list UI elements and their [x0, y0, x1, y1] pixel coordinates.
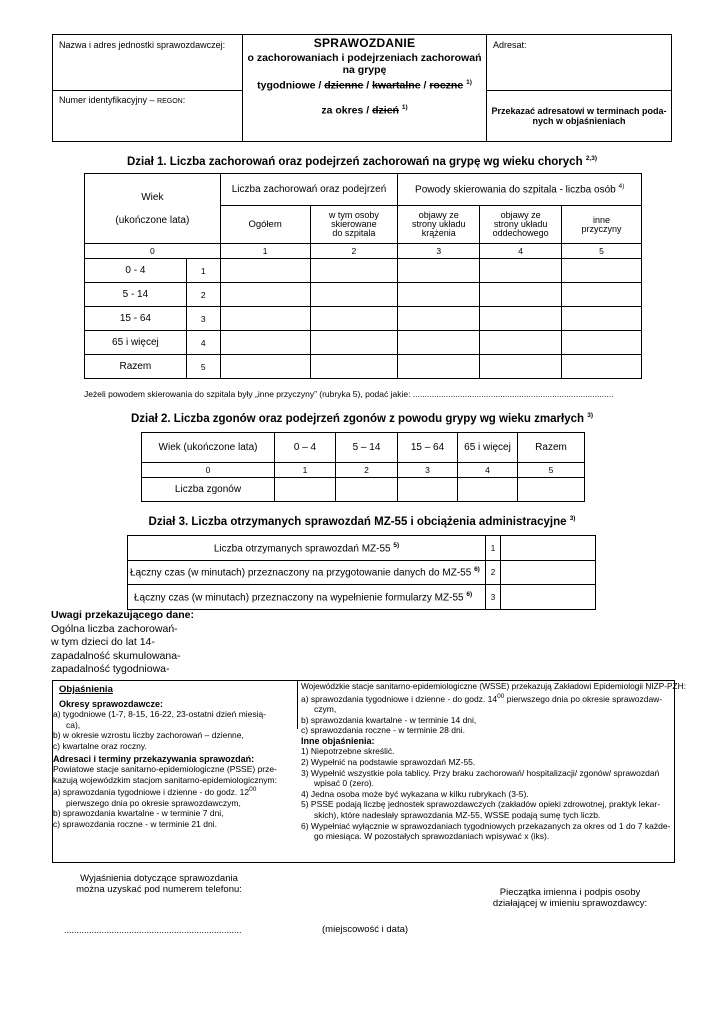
col-respiratory-header: objawy ze strony układu oddechowego	[480, 206, 562, 244]
deaths-header-col4: 65 i więcej	[458, 433, 518, 463]
data-cell[interactable]	[562, 355, 642, 379]
place-date-field[interactable]: .......................................................................	[64, 925, 242, 935]
row-number: 1	[486, 536, 501, 561]
page-title: SPRAWOZDANIE	[313, 36, 416, 50]
periods-title: Okresy sprawozdawcze:	[59, 698, 164, 709]
data-cell[interactable]	[562, 331, 642, 355]
section1-title: Dział 1. Liczba zachorowań oraz podejrzeń zachorowań na grypę wg wieku chorych $^{2,3)}$	[126, 155, 598, 168]
report-period: za okres / dzień $^{1)}$	[321, 103, 408, 116]
remarks-line: zapadalność skumulowana-	[51, 649, 181, 662]
colnum-0: 0	[85, 244, 221, 259]
header-table	[52, 34, 672, 142]
data-cell[interactable]	[398, 259, 480, 283]
cases-table	[84, 173, 642, 379]
colnum-0: 0	[142, 463, 275, 478]
reports-row-label: Liczba otrzymanych sprawozdań MZ-55 $^{5)}$	[128, 536, 486, 561]
col-circulatory-header: objawy ze strony układu krążenia	[398, 206, 480, 244]
wsse-item: b) sprawozdania kwartalne - w terminie 14 dni,	[301, 714, 477, 725]
colnum-3: 3	[398, 463, 458, 478]
table-row	[128, 585, 596, 610]
colnum-2: 2	[336, 463, 398, 478]
table-row	[128, 561, 596, 585]
period-item: b) w okresie wzrostu liczby zachorowań – dzienne,	[53, 730, 244, 741]
period-item: c) kwartalne oraz roczny.	[53, 740, 147, 751]
row-label: 65 i więcej	[85, 331, 187, 355]
data-cell[interactable]	[398, 331, 480, 355]
other-notes-title: Inne objaśnienia:	[301, 735, 375, 746]
note-item: 6) Wypełniać wyłącznie w sprawozdaniach tygodniowych przekazanych za okres od 1 do 7 każde-	[301, 820, 671, 831]
colnum-4: 4	[480, 244, 562, 259]
explanations-title: Objaśnienia	[59, 684, 113, 695]
data-cell[interactable]	[480, 307, 562, 331]
place-date-label: (miejscowość i data)	[322, 924, 409, 935]
data-cell[interactable]	[310, 283, 398, 307]
reporting-unit-name-label: Nazwa i adres jednostki sprawozdawczej:	[59, 40, 226, 50]
deaths-header-col3: 15 – 64	[398, 433, 458, 463]
deaths-row-label: Liczba zgonów	[142, 478, 275, 502]
period-item: a) tygodniowe (1-7, 8-15, 16-22, 23-ostatni dzień miesią-	[53, 709, 267, 720]
deaths-table	[141, 432, 585, 502]
remarks-line: zapadalność tygodniowa-	[51, 663, 170, 675]
wsse-text: Wojewódzkie stacje sanitarno-epidemiologiczne (WSSE) przekazują Zakładowi Epidemiologii NIZP-PZH:	[301, 681, 686, 691]
row-number: 3	[486, 585, 501, 610]
data-cell[interactable]	[480, 259, 562, 283]
col-referred-header: w tym osoby skierowane do szpitala	[310, 206, 398, 244]
phone-info: Wyjaśnienia dotyczące sprawozdania można uzyskać pod numerem telefonu:	[76, 873, 242, 895]
table-row	[85, 259, 642, 283]
deaths-header-col1: 0 – 4	[275, 433, 336, 463]
colnum-2: 2	[310, 244, 398, 259]
remarks-title: Uwagi przekazującego dane:	[51, 609, 194, 621]
note-item: 4) Jedna osoba może być wykazana w kilku rubrykach (3-5).	[301, 788, 529, 799]
note-item: wpisać 0 (zero).	[314, 778, 374, 789]
data-cell[interactable]	[220, 259, 310, 283]
data-cell[interactable]	[310, 331, 398, 355]
row-number: 2	[186, 283, 220, 307]
data-cell[interactable]	[220, 355, 310, 379]
table-row	[85, 307, 642, 331]
delivery-instructions: Przekazać adresatowi w terminach poda- nych w objaśnieniach	[487, 91, 672, 142]
colnum-4: 4	[458, 463, 518, 478]
recipient-field[interactable]	[487, 35, 672, 91]
data-cell[interactable]	[398, 307, 480, 331]
row-number: 1	[186, 259, 220, 283]
colnum-1: 1	[275, 463, 336, 478]
row-number: 2	[486, 561, 501, 585]
colnum-3: 3	[398, 244, 480, 259]
data-cell[interactable]	[501, 561, 596, 585]
cases-header: Liczba zachorowań oraz podejrzeń	[220, 174, 398, 206]
psse-item: pierwszego dnia po okresie sprawozdawczym,	[66, 797, 241, 808]
note-item: 5) PSSE podają liczbę jednostek sprawozdawczych (zakładów opieki zdrowotnej, praktyk lekar-	[301, 799, 661, 810]
row-label: 0 - 4	[85, 259, 187, 283]
data-cell[interactable]	[480, 283, 562, 307]
hospitalization-header: Powody skierowania do szpitala - liczba osób $^{4)}$	[398, 174, 642, 206]
reports-row-label: Łączny czas (w minutach) przeznaczony na przygotowanie danych do MZ-55 $^{6)}$	[128, 561, 486, 585]
deaths-header-total: Razem	[518, 433, 585, 463]
data-cell[interactable]	[398, 355, 480, 379]
data-cell[interactable]	[220, 307, 310, 331]
wsse-item: czym,	[314, 704, 337, 715]
row-number: 4	[186, 331, 220, 355]
data-cell[interactable]	[310, 307, 398, 331]
recipients-title: Adresaci i terminy przekazywania sprawozdań:	[53, 753, 255, 764]
data-cell[interactable]	[501, 536, 596, 561]
explanations-left	[53, 685, 293, 830]
data-cell[interactable]	[480, 331, 562, 355]
psse-item: b) sprawozdania kwartalne - w terminie 7 dni,	[53, 808, 224, 819]
period-item: ca),	[66, 719, 81, 730]
note-item: 2) Wypełnić na podstawie sprawozdań MZ-55.	[301, 756, 476, 767]
row-label: 5 - 14	[85, 283, 187, 307]
row-label: Razem	[85, 355, 187, 379]
table-row	[85, 283, 642, 307]
table-row	[85, 331, 642, 355]
age-header: Wiek (ukończone lata)	[85, 174, 221, 244]
data-cell[interactable]	[562, 307, 642, 331]
wsse-item: a) sprawozdania tygodniowe i dzienne - do godz. $14^{00}$ pierwszego dnia po okresie sprawozdaw-	[301, 692, 663, 704]
col-total-header: Ogółem	[220, 206, 310, 244]
data-cell[interactable]	[398, 478, 458, 502]
row-label: 15 - 64	[85, 307, 187, 331]
recipient-label: Adresat:	[493, 40, 527, 50]
data-cell[interactable]	[336, 478, 398, 502]
deaths-header-age: Wiek (ukończone lata)	[142, 433, 275, 463]
reports-table	[127, 535, 596, 610]
colnum-1: 1	[220, 244, 310, 259]
note-item: 1) Niepotrzebne skreślić.	[301, 746, 395, 757]
data-cell[interactable]	[275, 478, 336, 502]
other-reasons-note: Jeżeli powodem skierowania do szpitala były „inne przyczyny” (rubryka 5), podać jakie: .....................................................................................	[84, 389, 614, 399]
explanations-right	[301, 681, 686, 842]
remarks-line: Ogólna liczba zachorowań-	[51, 622, 178, 635]
col-other-header: inne przyczyny	[562, 206, 642, 244]
stamp-signature-label: Pieczątka imienna i podpis osoby działającej w imieniu sprawozdawcy:	[492, 887, 648, 909]
data-cell[interactable]	[310, 259, 398, 283]
reports-row-label: Łączny czas (w minutach) przeznaczony na wypełnienie formularzy MZ-55 $^{6)}$	[128, 585, 486, 610]
explanations-divider	[297, 681, 298, 729]
data-cell[interactable]	[501, 585, 596, 610]
report-frequency: tygodniowe / dzienne / kwartalne / roczne $^{1)}$	[257, 79, 472, 92]
psse-item: a) sprawozdania tygodniowe i dzienne - do godz. $12^{00}$	[53, 786, 257, 798]
data-cell[interactable]	[220, 283, 310, 307]
reporting-unit-name-field[interactable]	[53, 35, 243, 91]
section3-title: Dział 3. Liczba otrzymanych sprawozdań MZ-55 i obciążenia administracyjne $^{3)}$	[148, 515, 576, 528]
row-number: 5	[186, 355, 220, 379]
colnum-5: 5	[562, 244, 642, 259]
note-item: skich), które nadesłały sprawozdania MZ-55, WSSE podają sumę tych liczb.	[314, 809, 601, 820]
colnum-5: 5	[518, 463, 585, 478]
row-number: 3	[186, 307, 220, 331]
psse-item: c) sprawozdania roczne - w terminie 21 dni.	[53, 818, 217, 829]
table-row	[85, 355, 642, 379]
page-subtitle-1: o zachorowaniach i podejrzeniach zachorowań	[247, 52, 482, 64]
identification-number-field[interactable]	[53, 91, 243, 142]
data-cell[interactable]	[220, 331, 310, 355]
identification-number-label: Numer identyfikacyjny – REGON:	[59, 95, 186, 105]
psse-text: kazują wojewódzkim stacjom sanitarno-epidemiologicznym:	[53, 774, 277, 785]
section2-title: Dział 2. Liczba zgonów oraz podejrzeń zgonów z powodu grypy wg wieku zmarłych $^{3)}$	[130, 412, 593, 425]
page-subtitle-2: na grypę	[342, 64, 387, 76]
table-row	[142, 478, 585, 502]
data-cell[interactable]	[480, 355, 562, 379]
data-cell[interactable]	[310, 355, 398, 379]
data-cell[interactable]	[562, 283, 642, 307]
data-cell[interactable]	[398, 283, 480, 307]
data-cell[interactable]	[518, 478, 585, 502]
explanations-box	[52, 680, 686, 863]
psse-text: Powiatowe stacje sanitarno-epidemiologiczne (PSSE) prze-	[53, 764, 277, 775]
data-cell[interactable]	[458, 478, 518, 502]
remarks	[51, 609, 194, 677]
title-cell	[243, 35, 487, 142]
note-item: 3) Wypełnić wszystkie pola tablicy. Przy braku zachorowań/ hospitalizacji/ zgonów/ sprawozdań	[301, 767, 660, 778]
note-item: go miesiąca. W pozostałych sprawozdaniach wpisywać x (iks).	[314, 831, 550, 842]
remarks-line: w tym dzieci do lat 14-	[51, 636, 155, 648]
wsse-item: c) sprawozdania roczne - w terminie 28 dni.	[301, 725, 465, 736]
deaths-header-col2: 5 – 14	[336, 433, 398, 463]
table-row	[128, 536, 596, 561]
data-cell[interactable]	[562, 259, 642, 283]
